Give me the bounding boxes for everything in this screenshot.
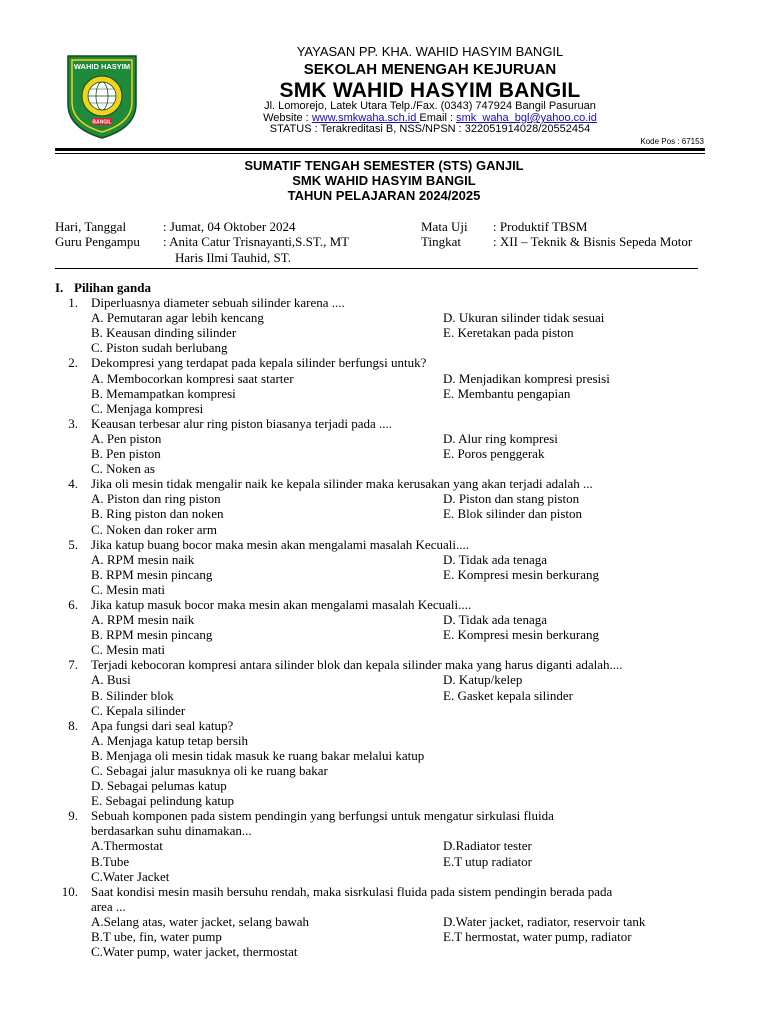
question-number: 3. — [68, 415, 78, 431]
answer-option: A. RPM mesin naik — [91, 612, 195, 628]
logo-top-text: WAHID HASYIM — [73, 62, 131, 71]
answer-option: C. Noken as — [91, 461, 155, 477]
answer-option: C. Kepala silinder — [91, 702, 186, 718]
subject-value: : Produktif TBSM — [493, 219, 588, 234]
website-label: Website : — [263, 112, 312, 124]
day-value: : Jumat, 04 Oktober 2024 — [163, 219, 296, 234]
question-number: 7. — [68, 657, 78, 673]
option-row — [0, 325, 768, 340]
answer-option: E.T utup radiator — [443, 853, 532, 869]
answer-option: C. Mesin mati — [91, 581, 166, 597]
question-number: 10. — [61, 883, 78, 899]
answer-option: B. Silinder blok — [91, 687, 174, 703]
question-number: 9. — [68, 808, 78, 824]
school-logo — [62, 52, 142, 140]
option-row — [0, 944, 768, 959]
answer-option: A.Thermostat — [91, 838, 163, 854]
option-row — [0, 703, 768, 718]
answer-option: E.T hermostat, water pump, radiator — [443, 929, 632, 945]
question-row — [0, 597, 768, 612]
question-row — [0, 808, 768, 823]
question-row — [0, 823, 768, 838]
question-text: Dekompresi yang terdapat pada kepala silinder berfungsi untuk? — [91, 355, 427, 371]
answer-option: B. Ring piston dan noken — [91, 506, 224, 522]
question-text: Terjadi kebocoran kompresi antara silinder blok dan kepala silinder maka yang harus diganti adalah.... — [91, 657, 623, 673]
option-row — [0, 552, 768, 567]
answer-option: D. Sebagai pelumas katup — [91, 778, 227, 794]
answer-option: B. RPM mesin pincang — [91, 627, 213, 643]
answer-option: A. RPM mesin naik — [91, 551, 195, 567]
option-row — [0, 371, 768, 386]
question-text: Jika katup masuk bocor maka mesin akan mengalami masalah Kecuali.... — [91, 596, 472, 612]
teacher-label: Guru Pengampu — [55, 234, 140, 249]
option-row — [0, 688, 768, 703]
answer-option: E. Keretakan pada piston — [443, 325, 574, 341]
answer-option: D. Menjadikan kompresi presisi — [443, 370, 610, 386]
question-row — [0, 884, 768, 899]
logo-bottom-text: BANGIL — [92, 119, 112, 126]
option-row — [0, 340, 768, 355]
option-row — [0, 461, 768, 476]
answer-option: E. Sebagai pelindung katup — [91, 793, 234, 809]
question-text: Diperluasnya diameter sebuah silinder karena .... — [91, 295, 345, 311]
info-divider — [55, 268, 698, 269]
option-row — [0, 929, 768, 944]
option-row — [0, 310, 768, 325]
answer-option: C. Menjaga kompresi — [91, 400, 204, 416]
option-row — [0, 793, 768, 808]
option-row — [0, 582, 768, 597]
option-row — [0, 642, 768, 657]
answer-option: B. Keausan dinding silinder — [91, 325, 237, 341]
exam-year: TAHUN PELAJARAN 2024/2025 — [287, 188, 481, 203]
website-link[interactable]: www.smkwaha.sch.id — [311, 112, 420, 124]
answer-option: B.Tube — [91, 853, 130, 869]
email-link[interactable]: smk_waha_bgl@yahoo.co.id — [456, 112, 597, 124]
school-name: SMK WAHID HASYIM BANGIL — [279, 79, 581, 102]
answer-option: C.Water pump, water jacket, thermostat — [91, 944, 298, 960]
question-number: 2. — [68, 355, 78, 371]
teacher-value-1: : Anita Catur Trisnayanti,S.ST., MT — [163, 234, 350, 249]
question-row — [0, 476, 768, 491]
answer-option: A. Menjaga katup tetap bersih — [91, 732, 249, 748]
question-text: Keausan terbesar alur ring piston biasanya terjadi pada .... — [91, 415, 393, 431]
question-number: 5. — [68, 536, 78, 552]
question-row — [0, 295, 768, 310]
answer-option: D. Ukuran silinder tidak sesuai — [443, 310, 605, 326]
answer-option: D. Tidak ada tenaga — [443, 612, 547, 628]
answer-option: E. Gasket kepala silinder — [443, 687, 573, 703]
answer-option: E. Blok silinder dan piston — [443, 506, 583, 522]
exam-title: SUMATIF TENGAH SEMESTER (STS) GANJIL — [244, 158, 524, 173]
option-row — [0, 401, 768, 416]
section-heading — [0, 280, 768, 295]
answer-option: C. Sebagai jalur masuknya oli ke ruang bakar — [91, 763, 328, 778]
question-number: 1. — [68, 295, 78, 311]
question-row — [0, 718, 768, 733]
level-label: Tingkat — [421, 234, 461, 249]
day-label: Hari, Tanggal — [55, 219, 127, 234]
answer-option: D.Water jacket, radiator, reservoir tank — [443, 913, 646, 929]
letterhead-divider-thin — [55, 153, 705, 154]
option-row — [0, 491, 768, 506]
option-row — [0, 763, 768, 778]
answer-option: C.Water Jacket — [91, 868, 170, 884]
answer-option: D. Tidak ada tenaga — [443, 551, 547, 567]
answer-option: E. Kompresi mesin berkurang — [443, 627, 599, 643]
option-row — [0, 914, 768, 929]
question-list — [0, 280, 768, 959]
option-row — [0, 838, 768, 853]
option-row — [0, 446, 768, 461]
option-row — [0, 506, 768, 521]
answer-option: E. Kompresi mesin berkurang — [443, 566, 599, 582]
question-row — [0, 416, 768, 431]
answer-option: B.T ube, fin, water pump — [91, 929, 222, 945]
answer-option: C. Noken dan roker arm — [91, 521, 217, 537]
school-address: Jl. Lomorejo, Latek Utara Telp./Fax. (0343) 747924 Bangil Pasuruan — [264, 100, 596, 112]
question-text: Sebuah komponen pada sistem pendingin yang berfungsi untuk mengatur sirkulasi fluida — [91, 808, 554, 824]
postal-code: Kode Pos : 67153 — [640, 137, 704, 146]
answer-option: A. Pen piston — [91, 430, 162, 446]
foundation-name: YAYASAN PP. KHA. WAHID HASYIM BANGIL — [296, 44, 564, 59]
question-row — [0, 355, 768, 370]
answer-option: A. Pemutaran agar lebih kencang — [91, 310, 264, 326]
answer-option: E. Membantu pengapian — [443, 385, 571, 401]
answer-option: B. RPM mesin pincang — [91, 566, 213, 582]
option-row — [0, 733, 768, 748]
answer-option: A.Selang atas, water jacket, selang bawah — [91, 913, 310, 929]
answer-option: B. Menjaga oli mesin tidak masuk ke ruang bakar melalui katup — [91, 747, 425, 763]
answer-option: C. Piston sudah berlubang — [91, 340, 228, 356]
answer-option: D.Radiator tester — [443, 838, 532, 854]
option-row — [0, 854, 768, 869]
option-row — [0, 672, 768, 687]
section-number: I. — [55, 280, 64, 295]
option-row — [0, 522, 768, 537]
question-row — [0, 657, 768, 672]
answer-option: A. Busi — [91, 672, 131, 688]
question-text: Jika oli mesin tidak mengalir naik ke kepala silinder maka kerusakan yang akan terjadi adalah ... — [91, 476, 593, 492]
option-row — [0, 431, 768, 446]
accreditation-status: STATUS : Terakreditasi B, NSS/NPSN : 322051914028/20552454 — [269, 123, 591, 135]
letterhead-divider-thick — [55, 148, 705, 151]
question-text: area ... — [91, 898, 126, 914]
answer-option: B. Memampatkan kompresi — [91, 385, 236, 401]
answer-option: B. Pen piston — [91, 446, 161, 462]
answer-option: A. Membocorkan kompresi saat starter — [91, 370, 294, 386]
option-row — [0, 748, 768, 763]
question-number: 4. — [68, 476, 78, 492]
option-row — [0, 778, 768, 793]
subject-label: Mata Uji — [421, 219, 468, 234]
question-text: Saat kondisi mesin masih bersuhu rendah, maka sisrkulasi fluida pada sistem pendingin berada pada — [91, 883, 613, 899]
level-value: : XII – Teknik & Bisnis Sepeda Motor — [493, 234, 693, 249]
answer-option: E. Poros penggerak — [443, 446, 545, 462]
answer-option: C. Mesin mati — [91, 642, 166, 658]
option-row — [0, 386, 768, 401]
option-row — [0, 627, 768, 642]
answer-option: D. Alur ring kompresi — [443, 430, 558, 446]
email-label: Email : — [419, 112, 457, 124]
section-title: Pilihan ganda — [74, 280, 151, 295]
question-number: 6. — [68, 596, 78, 612]
question-text: Apa fungsi dari seal katup? — [91, 717, 234, 733]
option-row — [0, 612, 768, 627]
option-row — [0, 869, 768, 884]
option-row — [0, 567, 768, 582]
answer-option: D. Katup/kelep — [443, 672, 523, 688]
exam-school: SMK WAHID HASYIM BANGIL — [292, 173, 476, 188]
answer-option: A. Piston dan ring piston — [91, 491, 221, 507]
question-text: berdasarkan suhu dinamakan... — [91, 823, 252, 839]
teacher-value-2: Haris Ilmi Tauhid, ST. — [175, 250, 291, 265]
answer-option: D. Piston dan stang piston — [443, 491, 580, 507]
question-row — [0, 537, 768, 552]
question-row — [0, 899, 768, 914]
school-type: SEKOLAH MENENGAH KEJURUAN — [303, 61, 557, 78]
question-number: 8. — [68, 717, 78, 733]
question-text: Jika katup buang bocor maka mesin akan mengalami masalah Kecuali.... — [91, 536, 469, 552]
